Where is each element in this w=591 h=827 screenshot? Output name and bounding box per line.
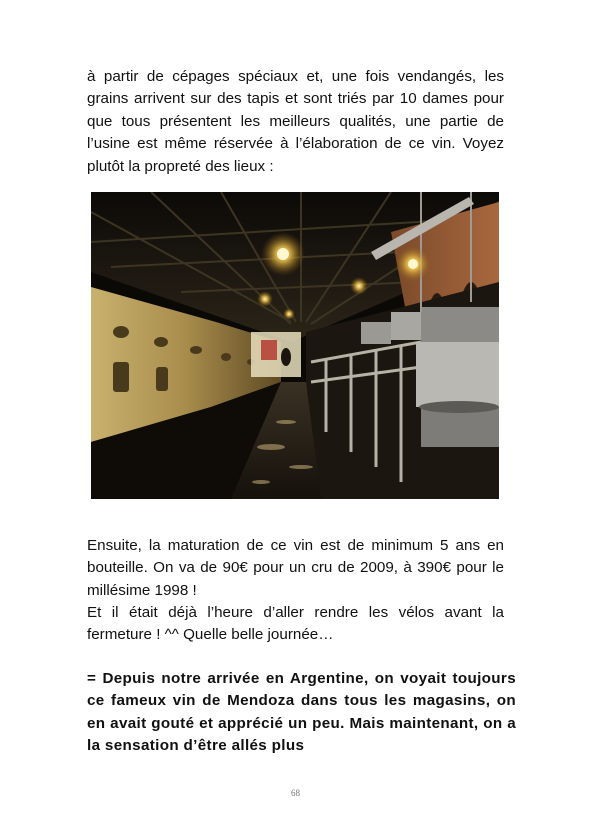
- paragraph-intro: à partir de cépages spéciaux et, une fois vendangés, les grains arrivent sur des tapis et sont triés par 10 dames pour que tous présentent les meilleurs qualités, une partie de l’usine est même réservée à l’élaboration de ce vin. Voyez plutôt la propreté des lieux :: [87, 68, 504, 175]
- paragraph-conclusion: = Depuis notre arrivée en Argentine, on voyait toujours ce fameux vin de Mendoza dans tous les magasins, on en avait gouté et apprécié un peu. Mais maintenant, on a la sensation d’être allés plus: [87, 670, 516, 755]
- paragraph-maturation: Ensuite, la maturation de ce vin est de minimum 5 ans en bouteille. On va de 90€ pour un cru de 2009, à 390€ pour le millésime 1998 !: [87, 537, 504, 599]
- winery-photo-image: [91, 192, 499, 499]
- paragraph-bikes: Et il était déjà l’heure d’aller rendre les vélos avant la fermeture ! ^^ Quelle belle journée…: [87, 604, 504, 644]
- page-number: 68: [291, 788, 300, 798]
- winery-photo: [91, 192, 499, 499]
